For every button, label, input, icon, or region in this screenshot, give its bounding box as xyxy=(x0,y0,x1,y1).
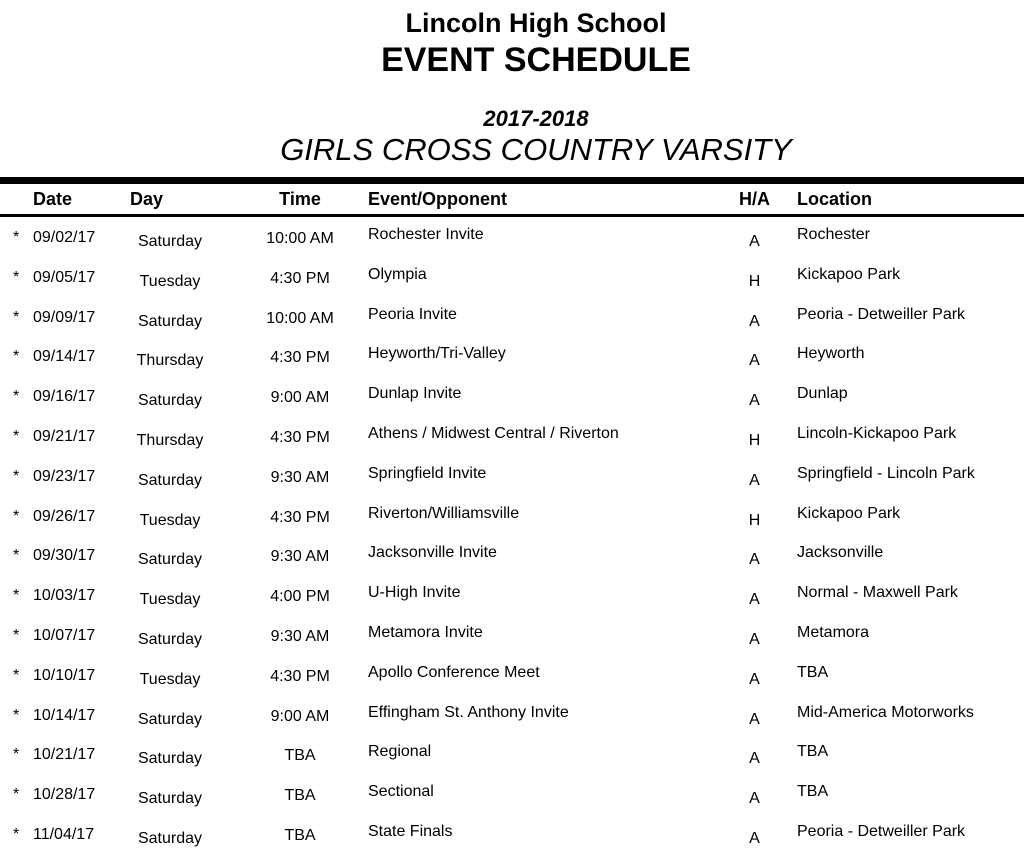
cell-ha: H xyxy=(748,431,761,449)
season-years: 2017-2018 xyxy=(483,106,589,131)
cell-day: Tuesday xyxy=(139,511,201,529)
row-marker: * xyxy=(13,786,20,804)
table-row xyxy=(0,655,1024,695)
cell-ha: A xyxy=(749,352,760,370)
page-header xyxy=(0,8,1024,167)
cell-day: Thursday xyxy=(136,431,204,449)
cell-location: Rochester xyxy=(797,226,870,243)
cell-location: Heyworth xyxy=(797,345,865,363)
cell-date: 10/10/17 xyxy=(33,666,96,684)
cell-time: 10:00 AM xyxy=(266,309,334,327)
cell-day: Tuesday xyxy=(139,591,201,609)
cell-location: TBA xyxy=(797,783,829,801)
team-title: GIRLS CROSS COUNTRY VARSITY xyxy=(280,132,792,167)
cell-location: TBA xyxy=(797,743,829,761)
row-marker: * xyxy=(13,388,20,406)
cell-location: Normal - Maxwell Park xyxy=(797,584,958,602)
cell-time: 4:30 PM xyxy=(270,667,330,685)
schedule-table-body xyxy=(0,217,1024,854)
row-marker: * xyxy=(13,706,20,724)
cell-location: Peoria - Detweiller Park xyxy=(797,305,966,323)
cell-ha: A xyxy=(749,471,760,489)
cell-date: 09/26/17 xyxy=(33,507,96,525)
cell-time: 4:00 PM xyxy=(270,588,330,606)
cell-date: 10/14/17 xyxy=(33,706,96,724)
table-row xyxy=(0,734,1024,774)
cell-event: Rochester Invite xyxy=(368,226,484,243)
cell-date: 09/05/17 xyxy=(33,268,96,286)
cell-date: 09/23/17 xyxy=(33,467,96,485)
cell-location: Jacksonville xyxy=(797,544,884,562)
row-marker: * xyxy=(13,587,20,605)
cell-day: Saturday xyxy=(137,312,203,330)
cell-event: State Finals xyxy=(368,822,453,840)
cell-date: 09/21/17 xyxy=(33,427,96,445)
cell-date: 09/14/17 xyxy=(33,348,96,366)
cell-location: Kickapoo Park xyxy=(797,504,901,522)
cell-time: 4:30 PM xyxy=(270,269,330,287)
cell-ha: A xyxy=(749,710,760,728)
row-marker: * xyxy=(13,507,20,525)
row-marker: * xyxy=(13,666,20,684)
cell-location: Kickapoo Park xyxy=(797,265,901,283)
cell-ha: H xyxy=(748,272,761,290)
cell-time: 10:00 AM xyxy=(266,230,334,247)
cell-ha: A xyxy=(749,392,760,410)
cell-event: Dunlap Invite xyxy=(368,385,462,403)
divider-thick xyxy=(0,177,1024,184)
column-header-day: Day xyxy=(130,188,164,209)
cell-ha: A xyxy=(749,829,760,847)
cell-date: 09/16/17 xyxy=(33,388,96,406)
cell-event: Springfield Invite xyxy=(368,464,487,482)
cell-event: Heyworth/Tri-Valley xyxy=(368,345,506,363)
cell-location: Mid-America Motorworks xyxy=(797,703,974,721)
table-row xyxy=(0,257,1024,297)
cell-time: 9:30 AM xyxy=(270,548,330,566)
table-row xyxy=(0,496,1024,536)
row-marker: * xyxy=(13,268,20,286)
column-header-time: Time xyxy=(279,188,321,209)
cell-event: Peoria Invite xyxy=(368,305,457,323)
cell-day: Saturday xyxy=(137,630,203,648)
cell-location: Lincoln-Kickapoo Park xyxy=(797,424,957,442)
cell-time: TBA xyxy=(284,826,316,844)
table-row xyxy=(0,376,1024,416)
cell-event: Effingham St. Anthony Invite xyxy=(368,703,569,721)
cell-time: 4:30 PM xyxy=(270,349,330,367)
cell-date: 10/28/17 xyxy=(33,786,96,804)
table-row xyxy=(0,615,1024,655)
cell-day: Thursday xyxy=(136,352,204,370)
cell-ha: A xyxy=(749,233,760,250)
cell-date: 09/02/17 xyxy=(33,229,96,246)
cell-day: Saturday xyxy=(137,790,203,808)
schedule-page xyxy=(0,8,1024,865)
cell-event: Sectional xyxy=(368,783,434,801)
cell-location: Metamora xyxy=(797,623,870,641)
cell-day: Tuesday xyxy=(139,670,201,688)
cell-ha: A xyxy=(749,591,760,609)
cell-event: Metamora Invite xyxy=(368,623,483,641)
column-header-ha: H/A xyxy=(739,188,770,209)
cell-date: 11/04/17 xyxy=(33,825,95,843)
table-row xyxy=(0,535,1024,575)
cell-time: TBA xyxy=(284,747,316,765)
cell-location: Springfield - Lincoln Park xyxy=(797,464,975,482)
table-row xyxy=(0,217,1024,257)
cell-time: 9:30 AM xyxy=(270,627,330,645)
cell-event: Olympia xyxy=(368,265,427,283)
cell-location: Peoria - Detweiller Park xyxy=(797,822,966,840)
cell-event: U-High Invite xyxy=(368,584,461,602)
table-row xyxy=(0,814,1024,854)
cell-time: 9:00 AM xyxy=(270,707,330,725)
table-row xyxy=(0,297,1024,337)
cell-ha: A xyxy=(749,790,760,808)
table-row xyxy=(0,456,1024,496)
cell-day: Saturday xyxy=(137,551,203,569)
cell-time: 9:00 AM xyxy=(270,389,330,407)
cell-date: 10/03/17 xyxy=(33,587,96,605)
cell-time: 4:30 PM xyxy=(270,428,330,446)
document-title: EVENT SCHEDULE xyxy=(381,41,691,79)
cell-location: Dunlap xyxy=(797,385,848,403)
cell-ha: H xyxy=(748,511,761,529)
cell-date: 09/30/17 xyxy=(33,547,96,565)
cell-location: TBA xyxy=(797,663,829,681)
cell-time: TBA xyxy=(284,787,316,805)
row-marker: * xyxy=(13,547,20,565)
cell-ha: A xyxy=(749,750,760,768)
cell-day: Saturday xyxy=(137,392,203,410)
cell-day: Saturday xyxy=(137,233,203,250)
school-name: Lincoln High School xyxy=(405,8,667,38)
cell-event: Riverton/Williamsville xyxy=(368,504,520,522)
cell-time: 4:30 PM xyxy=(270,508,330,526)
table-row xyxy=(0,774,1024,814)
column-header-event: Event/Opponent xyxy=(368,188,507,209)
row-marker: * xyxy=(13,427,20,445)
row-marker: * xyxy=(13,467,20,485)
cell-event: Regional xyxy=(368,743,432,761)
cell-day: Saturday xyxy=(137,710,203,728)
cell-day: Saturday xyxy=(137,471,203,489)
cell-date: 10/21/17 xyxy=(33,746,96,764)
row-marker: * xyxy=(13,348,20,366)
row-marker: * xyxy=(13,308,20,326)
cell-ha: A xyxy=(749,312,760,330)
cell-day: Tuesday xyxy=(139,272,201,290)
row-marker: * xyxy=(13,626,20,644)
table-header-row xyxy=(0,184,1024,214)
row-marker: * xyxy=(13,229,20,246)
table-row xyxy=(0,575,1024,615)
cell-day: Saturday xyxy=(137,829,203,847)
table-row xyxy=(0,695,1024,735)
table-row xyxy=(0,336,1024,376)
cell-date: 09/09/17 xyxy=(33,308,96,326)
table-row xyxy=(0,416,1024,456)
cell-ha: A xyxy=(749,551,760,569)
cell-event: Jacksonville Invite xyxy=(368,544,497,562)
cell-date: 10/07/17 xyxy=(33,626,96,644)
column-header-location: Location xyxy=(797,188,872,209)
cell-ha: A xyxy=(749,670,760,688)
cell-time: 9:30 AM xyxy=(270,468,330,486)
row-marker: * xyxy=(13,825,20,843)
cell-event: Apollo Conference Meet xyxy=(368,663,540,681)
column-header-date: Date xyxy=(33,188,73,209)
cell-ha: A xyxy=(749,630,760,648)
row-marker: * xyxy=(13,746,20,764)
cell-event: Athens / Midwest Central / Riverton xyxy=(368,424,619,442)
cell-day: Saturday xyxy=(137,750,203,768)
